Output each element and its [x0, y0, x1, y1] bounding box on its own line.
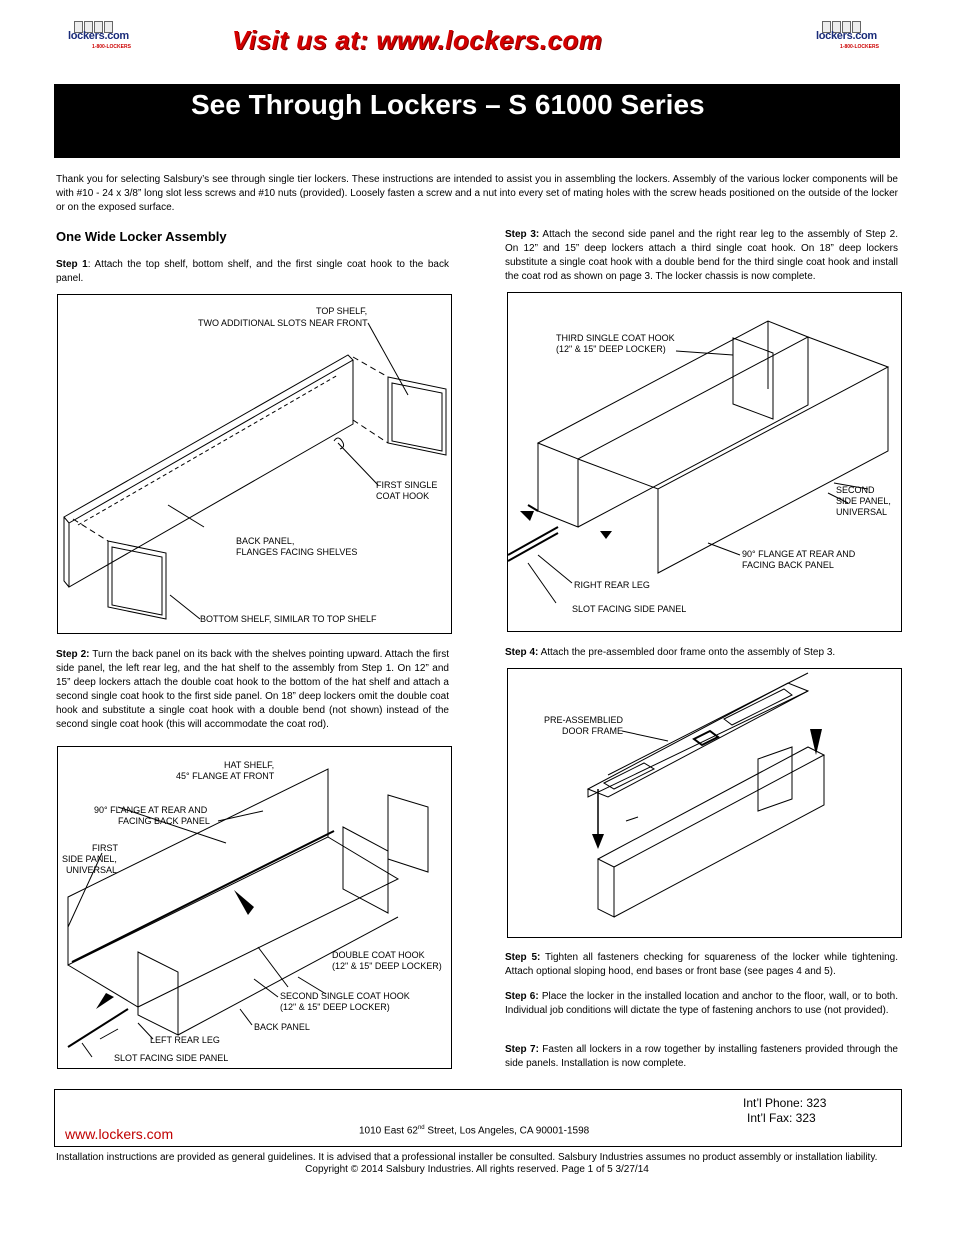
figure-step-3 [507, 292, 902, 632]
label-slot-facing: SLOT FACING SIDE PANEL [114, 1053, 229, 1063]
label-bottom-shelf: BOTTOM SHELF, SIMILAR TO TOP SHELF [200, 614, 377, 624]
logo-phone: 1-800-LOCKERS [92, 44, 131, 50]
label-first-side-3: UNIVERSAL [66, 865, 118, 875]
label-right-rear-leg: RIGHT REAR LEG [574, 580, 650, 590]
title-bar [54, 84, 900, 158]
label-back-panel: BACK PANEL, [236, 536, 295, 546]
label-rear-flange-2: FACING BACK PANEL [118, 816, 210, 826]
label-first-side-2: SIDE PANEL, [62, 854, 117, 864]
label-first-hook: FIRST SINGLE [376, 480, 438, 490]
step-2: Step 2: Turn the back panel on its back with the shelves pointing upward. Attach the first side panel, the left rear leg, and the hat shelf to the assembly from Step 1. On 12” and 15” deep lockers attach the double coat hook to the bottom of the hat shelf and attach a second single coat hook to the first side panel. On 18” deep lockers omit the double coat hook and substitute a single coat hook with a double bend (not shown) instead of the second single coat hook (this will accommodate the coat rod). [56, 649, 449, 730]
label-rear-flange: 90° FLANGE AT REAR AND [94, 805, 208, 815]
label-top-shelf-note: TWO ADDITIONAL SLOTS NEAR FRONT [198, 318, 368, 328]
page-title: See Through Lockers – S 61000 Series [191, 89, 705, 120]
logo-phone: 1-800-LOCKERS [840, 44, 879, 50]
figure-step-2 [57, 746, 452, 1069]
label-third-hook-note: (12" & 15" DEEP LOCKER) [556, 344, 666, 354]
label-second-side-3: UNIVERSAL [836, 507, 888, 517]
footer-website-link[interactable]: www.lockers.com [65, 1126, 174, 1142]
label-slot-facing: SLOT FACING SIDE PANEL [572, 604, 687, 614]
section-heading: One Wide Locker Assembly [56, 229, 227, 244]
label-second-hook-note: (12" & 15" DEEP LOCKER) [280, 1002, 390, 1012]
figure-step-1 [57, 294, 452, 634]
label-top-shelf: TOP SHELF, [316, 306, 368, 316]
label-rear-flange-2: FACING BACK PANEL [742, 560, 834, 570]
step-7: Step 7: Fasten all lockers in a row together by installing fasteners provided through the side panels. Installation is now complete. [505, 1044, 898, 1069]
label-rear-flange: 90° FLANGE AT REAR AND [742, 549, 856, 559]
intro-paragraph: Thank you for selecting Salsbury’s see through single tier lockers. These instructions are intended to assist you in assembling the lockers. Assembly of the various locker components will be with #10 - 24 x 3/8” long slot less screws and #10 nuts (provided). Loosely fasten a screw and a nut into every set of mating holes with the screw heads positioned on the outside of the locker or on the exposed surface. [56, 174, 898, 213]
footer-phone: Int’l Phone: 323 [743, 1096, 827, 1110]
label-left-rear-leg: LEFT REAR LEG [150, 1035, 220, 1045]
label-back-panel-note: FLANGES FACING SHELVES [236, 547, 358, 557]
label-back-panel: BACK PANEL [254, 1022, 310, 1032]
label-second-side-2: SIDE PANEL, [836, 496, 891, 506]
label-door-frame: PRE-ASSEMBLIED [544, 715, 624, 725]
visit-banner[interactable]: Visit us at: www.lockers.com [232, 25, 603, 55]
label-second-hook: SECOND SINGLE COAT HOOK [280, 991, 410, 1001]
footer-address: 1010 East 62nd Street, Los Angeles, CA 90001-1598 [359, 1125, 590, 1137]
label-first-side: FIRST [92, 843, 118, 853]
figure-step-4 [507, 668, 902, 938]
lockers-logo-left[interactable]: lockers.com 1-800-LOCKERS [68, 20, 138, 56]
step-6: Step 6: Place the locker in the installed location and anchor to the floor, wall, or to both. Individual job conditions will dictate the type of fastening anchors to use (not provided). [505, 991, 898, 1016]
footer-fax: Int’l Fax: 323 [747, 1111, 816, 1125]
step-5: Step 5: Tighten all fasteners checking for squareness of the locker while tightening. Attach optional sloping hood, end bases or front base (see pages 4 and 5). [505, 952, 898, 977]
label-third-hook: THIRD SINGLE COAT HOOK [556, 333, 675, 343]
label-hat-shelf: HAT SHELF, [224, 760, 275, 770]
disclaimer: Installation instructions are provided as general guidelines. It is advised that a professional installer be consulted. Salsbury Industries assumes no product assembly or installation liability. [56, 1152, 878, 1163]
step-4: Step 4: Attach the pre-assembled door frame onto the assembly of Step 3. [505, 647, 836, 658]
label-second-side: SECOND [836, 485, 875, 495]
copyright: Copyright © 2014 Salsbury Industries. All rights reserved. Page 1 of 5 3/27/14 [305, 1164, 649, 1175]
lockers-logo-right[interactable]: lockers.com 1-800-LOCKERS [816, 20, 886, 56]
step-3: Step 3: Attach the second side panel and the right rear leg to the assembly of Step 2. On 12” and 15” deep lockers attach a third single coat hook. On 18” deep lockers substitute a single coat hook with a double bend for the third single coat hook and install the coat rod as shown on page 3. The locker chassis is now complete. [505, 229, 899, 282]
footer-box [54, 1089, 902, 1147]
label-double-hook: DOUBLE COAT HOOK [332, 950, 425, 960]
label-double-hook-note: (12" & 15" DEEP LOCKER) [332, 961, 442, 971]
label-first-hook-2: COAT HOOK [376, 491, 430, 501]
step-1: Step 1: Attach the top shelf, bottom shelf, and the first single coat hook to the back panel. [56, 259, 449, 284]
label-door-frame-2: DOOR FRAME [562, 726, 624, 736]
label-hat-shelf-note: 45° FLANGE AT FRONT [176, 771, 275, 781]
